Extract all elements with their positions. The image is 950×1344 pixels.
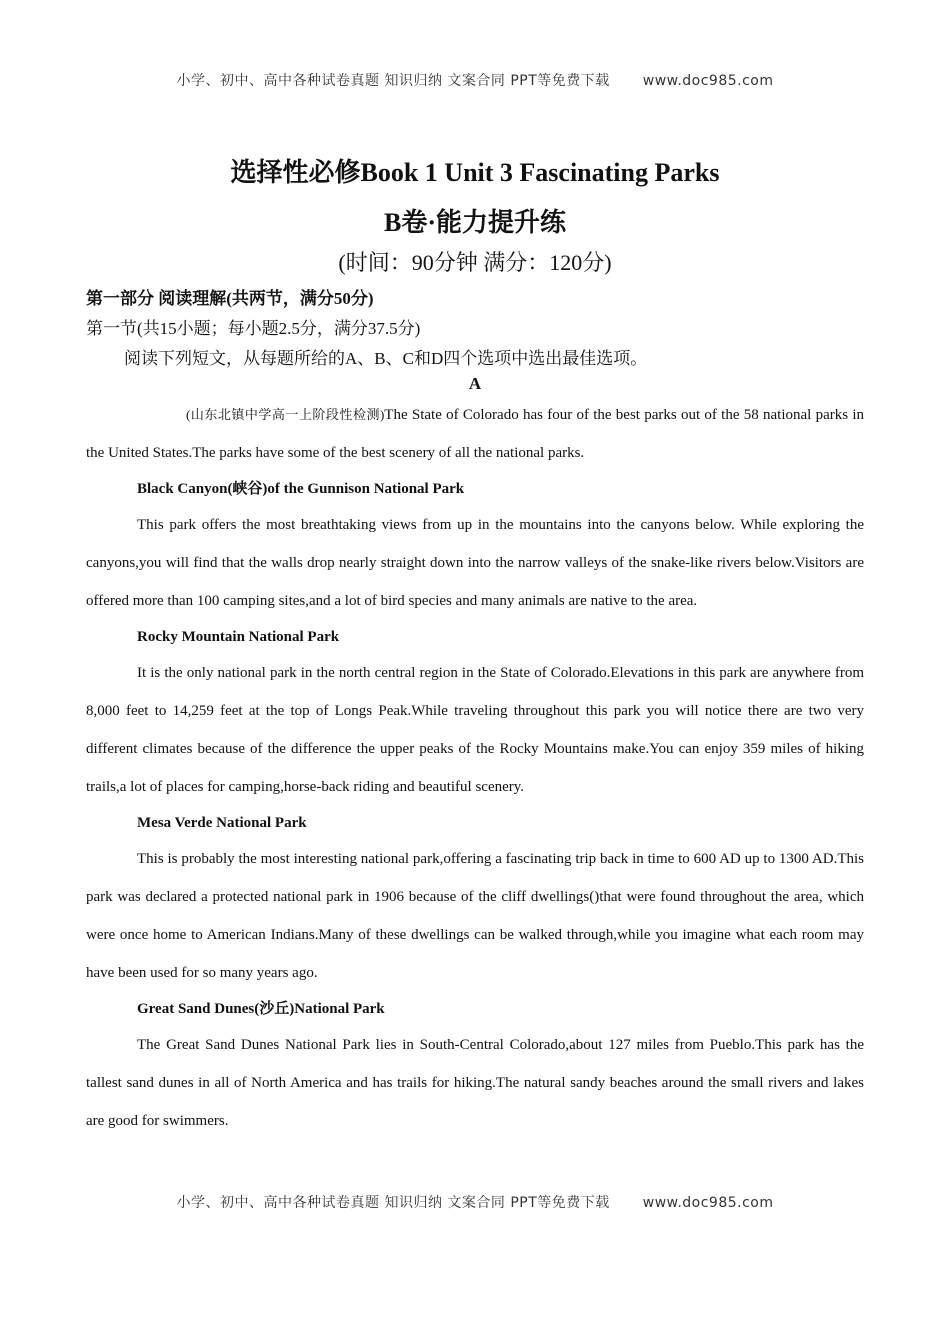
park-heading: Great Sand Dunes(沙丘)National Park xyxy=(137,1001,385,1017)
time-and-score: (时间：90分钟 满分：120分) xyxy=(338,250,612,275)
park-description: This park offers the most breathtaking views from up in the mountains into the canyons below. While exploring the canyons,you will find that the walls drop nearly straight down into the narrow valleys of the snake-like rivers below.Visitors are offered more than 100 camping sites,and a lot of bird species and many animals are native to the area. xyxy=(86,517,864,609)
page-header xyxy=(0,70,950,90)
reading-passage xyxy=(86,396,864,1140)
section-heading: 第一部分 阅读理解(共两节，满分50分) xyxy=(86,289,374,308)
footer-text: 小学、初中、高中各种试卷真题 知识归纳 文案合同 PPT等免费下载 xyxy=(176,1195,610,1211)
document-subtitle: B卷·能力提升练 xyxy=(383,208,566,237)
header-url-link[interactable]: www.doc985.com xyxy=(642,73,774,89)
park-heading: Mesa Verde National Park xyxy=(137,815,307,831)
footer-url-link[interactable]: www.doc985.com xyxy=(642,1195,774,1211)
park-heading: Black Canyon(峡谷)of the Gunnison National Park xyxy=(137,481,465,497)
park-description: This is probably the most interesting national park,offering a fascinating trip back in time to 600 AD up to 1300 AD.This park was declared a protected national park in 1906 because of the cliff dwellings()that were found throughout the area, which were once home to American Indians.Many of these dwellings can be walked through,while you imagine what each room may have been used for so many years ago. xyxy=(86,851,864,981)
page-footer xyxy=(0,1192,950,1212)
sub-section-heading: 第一节(共15小题；每小题2.5分，满分37.5分) xyxy=(86,319,421,338)
header-text: 小学、初中、高中各种试卷真题 知识归纳 文案合同 PPT等免费下载 xyxy=(176,73,610,89)
park-description: It is the only national park in the north central region in the State of Colorado.Elevations in this park are anywhere from 8,000 feet to 14,259 feet at the top of Longs Peak.While traveling throughout this park you will notice there are two very different climates because of the difference the upper peaks of the Rocky Mountains make.You can enjoy 359 miles of hiking trails,a lot of places for camping,horse-back riding and beautiful scenery. xyxy=(86,665,864,795)
park-heading: Rocky Mountain National Park xyxy=(137,629,340,645)
passage-intro xyxy=(86,396,864,472)
park-description: The Great Sand Dunes National Park lies in South-Central Colorado,about 127 miles from Pueblo.This park has the tallest sand dunes in all of North America and has trails for hiking.The natural sandy beaches around the small rivers and lakes are good for swimmers. xyxy=(86,1037,864,1129)
instruction-text: 阅读下列短文，从每题所给的A、B、C和D四个选项中选出最佳选项。 xyxy=(124,349,648,368)
passage-source: (山东北镇中学高一上阶段性检测) xyxy=(186,407,385,422)
document-title: 选择性必修Book 1 Unit 3 Fascinating Parks xyxy=(230,158,720,187)
passage-intro-text: The State of Colorado has four of the best parks out of the 58 national parks in the United States.The parks have some of the best scenery of all the national parks. xyxy=(86,407,864,461)
passage-label: A xyxy=(468,374,482,393)
